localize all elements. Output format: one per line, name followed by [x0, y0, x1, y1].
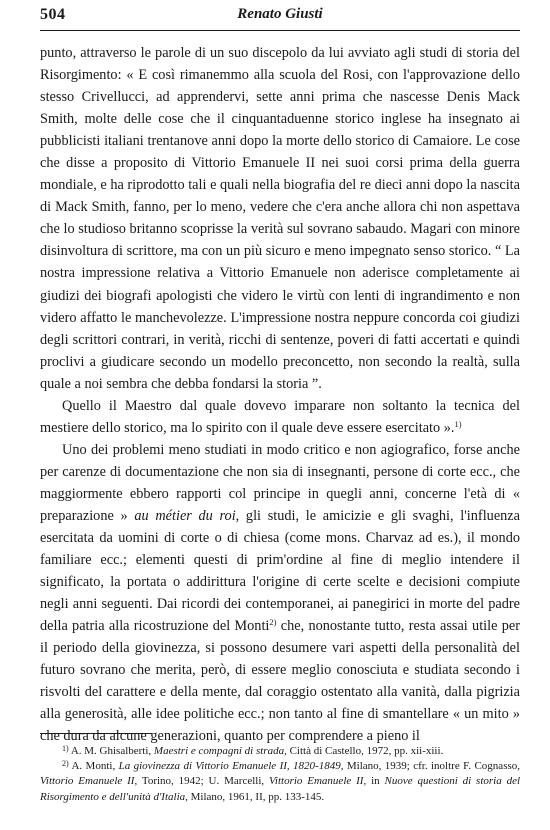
- paragraph-1-text: punto, attraverso le parole di un suo discepolo da lui avviato agli studi di storia del Risorgimento: « E così rimanemmo alla scuola del Rosi, con l'approvazione dello stesso Crivellucci, ad apprendervi, sette anni prima che nascesse Denis Mack Smith, molte delle cose che il cinquantaduenne storico inglese ha insegnato ai pubblicisti italiani trentanove anni dopo la morte dello storico di Camaiore. Le cose che disse a proposito di Vittorio Emanuele II nei suoi corsi prima della guerra mondiale, e ha riprodotto tali e quali nella biografia del re dieci anni dopo la nascita di Mack Smith, fanno, per lo meno, vedere che c'era anche allora chi non aspettava che lo studioso britanno scoprisse la verità sul sovrano sabaudo. Magari con minore disinvoltura di scrittore, ma con un più sicuro e meno impegnato senso storico. “ La nostra impressione relativa a Vittorio Emanuele non aderisce completamente ai giudizi dei biografi apologisti che videro le virtù con lenti di ingrandimento e non videro affatto le manchevolezze. L'impressione nostra neppure concorda coi giudizi degli scrittori contrari, in verità, ricchi di sentenze, poveri di fatti accertati e quindi proclivi a giudicare secondo un modello preconcetto, non secondo la realtà, sulla quale a noi sembra che debba fondarsi la storia ”.: [40, 45, 520, 392]
- footnote-2-text-1: , Milano, 1939; cfr. inoltre F. Cognasso,: [340, 760, 521, 773]
- footnote-2-title-1: La giovinezza di Vittorio Emanuele II, 1820-1849: [118, 760, 341, 773]
- footnote-ref-1: 1): [454, 418, 462, 429]
- footnote-2-text-4: , Milano, 1961, II, pp. 133-145.: [185, 790, 325, 803]
- footnote-2: [40, 759, 520, 805]
- footnote-1-rest: , Città di Castello, 1972, pp. xii-xiii.: [284, 745, 444, 757]
- footnotes: [40, 744, 520, 805]
- paragraph-3: [40, 439, 520, 748]
- footnote-2-title-4: Nuove questioni di storia del Risorgimento e dell'unità d'Italia: [40, 775, 521, 803]
- footnote-1-author: A. M. Ghisalberti,: [68, 745, 154, 757]
- running-header: [40, 6, 520, 30]
- paragraph-3-text-c: che, nonostante tutto, resta assai utile per il periodo della giovinezza, si possono desumere vari aspetti della personalità del futuro sovrano che merita, però, di essere meglio conosciuta e studiata secondo i risvolti del carattere e della mente, dal coraggio ostentato alla vanità, dalla pigrizia alla generosità, alle idee politiche ecc.; non tanto al fine di smantellare « un mito » che dura da alcune generazioni, quanto per comprendere a pieno il: [40, 618, 520, 745]
- footnote-1-title: Maestri e compagni di strada: [153, 745, 285, 757]
- main-text: [40, 42, 520, 748]
- page-number: 504: [40, 6, 66, 23]
- running-head-author: Renato Giusti: [237, 6, 323, 22]
- footnote-ref-2: 2): [269, 617, 277, 628]
- footnote-2-text-3: , in: [363, 775, 385, 788]
- paragraph-2: [40, 395, 520, 439]
- footnote-2-text-2: , Torino, 1942; U. Marcelli,: [134, 775, 269, 788]
- footnote-1: [40, 744, 520, 759]
- footnote-2-title-3: Vittorio Emanuele II: [269, 775, 364, 788]
- paragraph-2-text: Quello il Maestro dal quale dovevo imparare non soltanto la tecnica del mestiere dello storico, ma lo spirito con il quale deve essere esercitato ».: [40, 397, 520, 436]
- paragraph-3-text-b: , gli studi, le amicizie e gli svaghi, l'influenza esercitata da uomini di corte o di chiesa (come mons. Charvaz ad es.), il mondo familiare ecc.; elementi questi di prim'ordine al fine di meglio intendere il significato, la portata o addirittura l'origine di certe scelte e decisioni compiute negli anni seguenti. Dai ricordi dei contemporanei, ai panegirici in morte del padre della patria alla ricostruzione del Monti: [40, 507, 520, 635]
- footnote-1-number: 1): [62, 744, 69, 753]
- footnote-2-title-2: Vittorio Emanuele II: [40, 775, 135, 788]
- paragraph-3-italic-phrase: au métier du roi: [134, 507, 236, 524]
- paragraph-3-text-a: Uno dei problemi meno studiati in modo critico e non agiografico, forse anche per carenze di documentazione che non sia di insegnanti, persone di corte ecc., che maggiormente ebbero rapporti col principe in quegli anni, concerne l'età di « preparazione »: [40, 441, 520, 524]
- header-rule: [40, 30, 520, 31]
- footnote-2-number: 2): [62, 759, 69, 769]
- footnote-2-author-1: A. Monti,: [68, 760, 119, 773]
- footnote-rule: [40, 733, 152, 734]
- paragraph-1: [40, 42, 520, 395]
